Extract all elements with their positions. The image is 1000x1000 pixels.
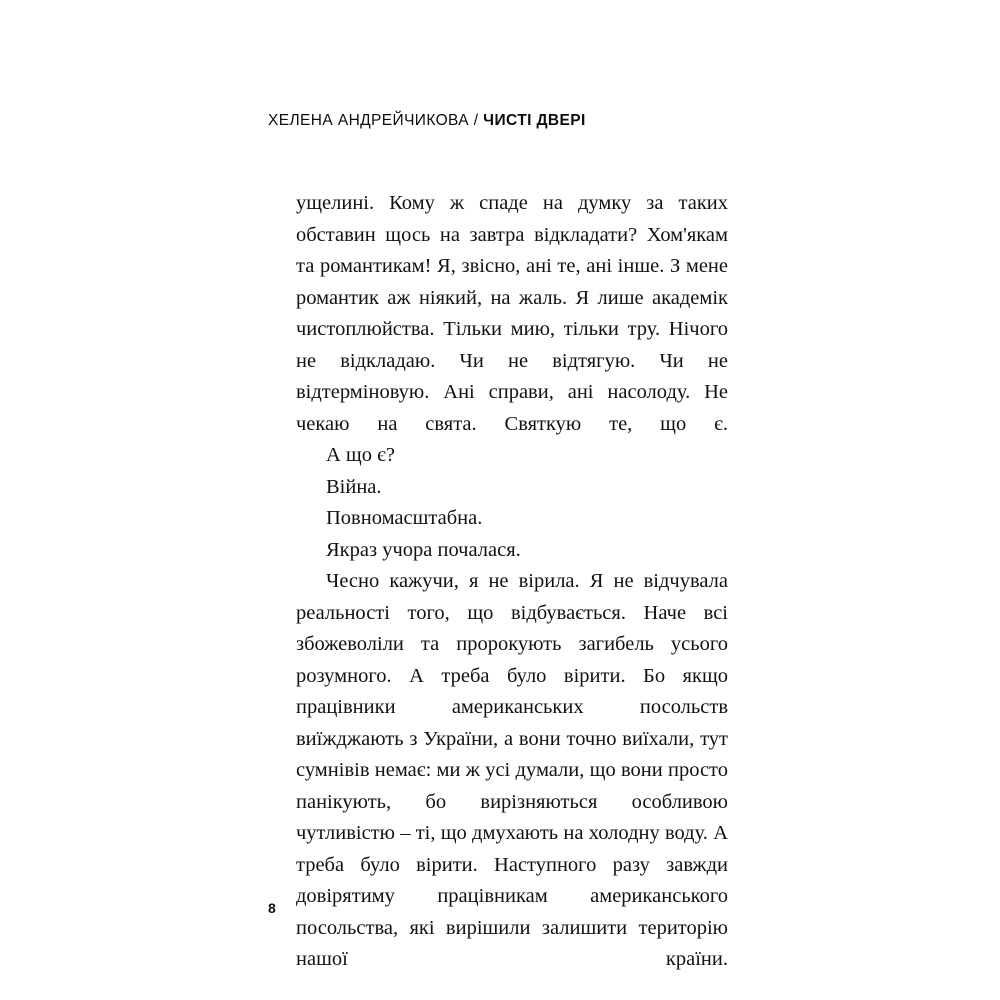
running-head-title: ЧИСТІ ДВЕРІ — [483, 112, 586, 129]
body-text — [296, 188, 728, 976]
paragraph: Війна. — [326, 475, 382, 498]
paragraph: А що є? — [326, 444, 395, 466]
running-head-author: ХЕЛЕНА АНДРЕЙЧИКОВА — [268, 112, 470, 129]
running-head — [268, 112, 738, 130]
page-number: 8 — [268, 900, 276, 916]
paragraph-continuation: ущелині. Кому ж спаде на думку за таких обставин щось на завтра відкладати? Хом'якам та романтикам! Я, звісно, ані те, ані інше. З мене романтик аж ніякий, на жаль. Я лише академік чистоплюйства. Тільки мию, тільки тру. Нічого не відкладаю. Чи не відтягую. Чи не відтерміновую. Ані справи, ані насолоду. Не чекаю на свята. Святкую те, що є. — [296, 192, 728, 435]
paragraph: Чесно кажучи, я не вірила. Я не відчувала реальності того, що відбувається. Наче всі збожеволіли та пророкують загибель усього розумного. А треба було вірити. Бо якщо працівники американських посольств виїжджають з України, а вони точно виїхали, тут сумнівів немає: ми ж усі думали, що вони просто панікують, бо вирізняються особливою чутливістю – ті, що дмухають на холодну воду. А треба було вірити. Наступного разу завжди довірятиму працівникам американського посольства, які вирішили залишити територію нашої країни. — [296, 570, 728, 970]
running-head-separator: / — [469, 112, 484, 129]
paragraph: Якраз учора почалася. — [326, 538, 521, 561]
paragraph: Повномасштабна. — [326, 507, 483, 529]
